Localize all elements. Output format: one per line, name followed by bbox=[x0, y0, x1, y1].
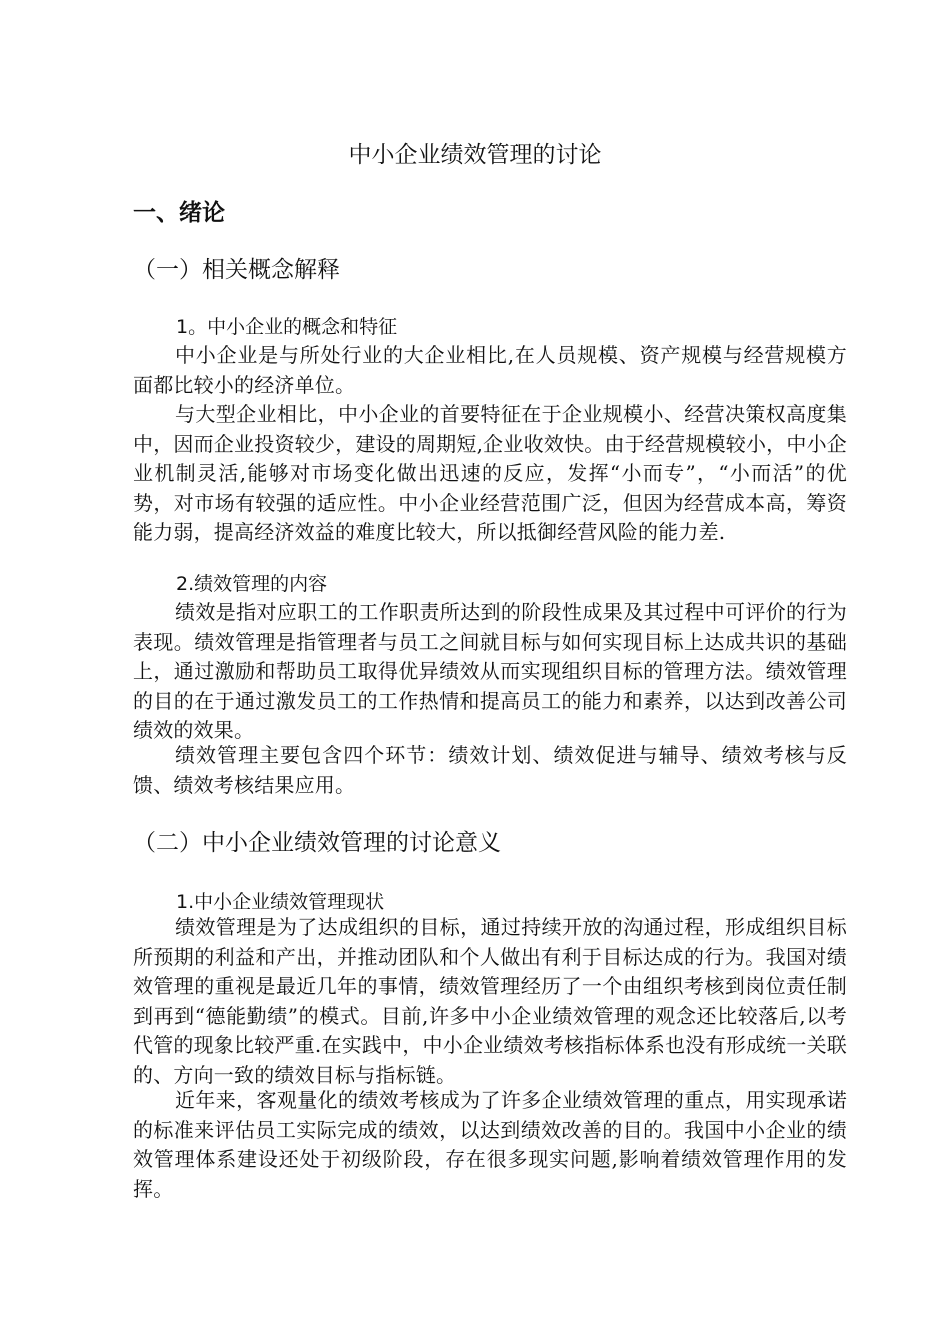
section-heading-introduction: 一、绪论 bbox=[133, 200, 225, 226]
paragraph-performance-stages: 绩效管理主要包含四个环节：绩效计划、绩效促进与辅导、绩效考核与反馈、绩效考核结果应用。 bbox=[133, 743, 847, 797]
subsection-heading-significance: （二）中小企业绩效管理的讨论意义 bbox=[133, 830, 501, 856]
item-heading-current-status: 1.中小企业绩效管理现状 bbox=[176, 891, 385, 913]
paragraph-recent-years: 近年来，客观量化的绩效考核成为了许多企业绩效管理的重点，用实现承诺的标准来评估员工实际完成的绩效，以达到绩效改善的目的。我国中小企业的绩效管理体系建设还处于初级阶段，存在很多现实问题,影响着绩效管理作用的发挥。 bbox=[133, 1088, 847, 1201]
paragraph-current-status: 绩效管理是为了达成组织的目标，通过持续开放的沟通过程，形成组织目标所预期的利益和产出，并推动团队和个人做出有利于目标达成的行为。我国对绩效管理的重视是最近几年的事情，绩效管理经历了一个由组织考核到岗位责任制到再到“德能勤绩”的模式。目前,许多中小企业绩效管理的观念还比较落后,以考代管的现象比较严重.在实践中，中小企业绩效考核指标体系也没有形成统一关联的、方向一致的绩效目标与指标链。 bbox=[133, 915, 847, 1087]
subsection-heading-concepts: （一）相关概念解释 bbox=[133, 257, 340, 283]
document-title: 中小企业绩效管理的讨论 bbox=[348, 142, 602, 168]
paragraph-performance-definition: 绩效是指对应职工的工作职责所达到的阶段性成果及其过程中可评价的行为表现。绩效管理是指管理者与员工之间就目标与如何实现目标上达成共识的基础上，通过激励和帮助员工取得优异绩效从而实现组织目标的管理方法。绩效管理的目的在于通过激发员工的工作热情和提高员工的能力和素养，以达到改善公司绩效的效果。 bbox=[133, 600, 847, 742]
paragraph-sme-definition: 中小企业是与所处行业的大企业相比,在人员规模、资产规模与经营规模方面都比较小的经济单位。 bbox=[133, 343, 847, 397]
paragraph-sme-features: 与大型企业相比，中小企业的首要特征在于企业规模小、经营决策权高度集中，因而企业投资较少，建设的周期短,企业收效快。由于经营规模较小，中小企业机制灵活,能够对市场变化做出迅速的反应，发挥“小而专”，“小而活”的优势，对市场有较强的适应性。中小企业经营范围广泛，但因为经营成本高，筹资能力弱，提高经济效益的难度比较大，所以抵御经营风险的能力差. bbox=[133, 402, 847, 544]
item-heading-sme-concept: 1。中小企业的概念和特征 bbox=[176, 316, 398, 338]
item-heading-performance-content: 2.绩效管理的内容 bbox=[176, 573, 328, 595]
